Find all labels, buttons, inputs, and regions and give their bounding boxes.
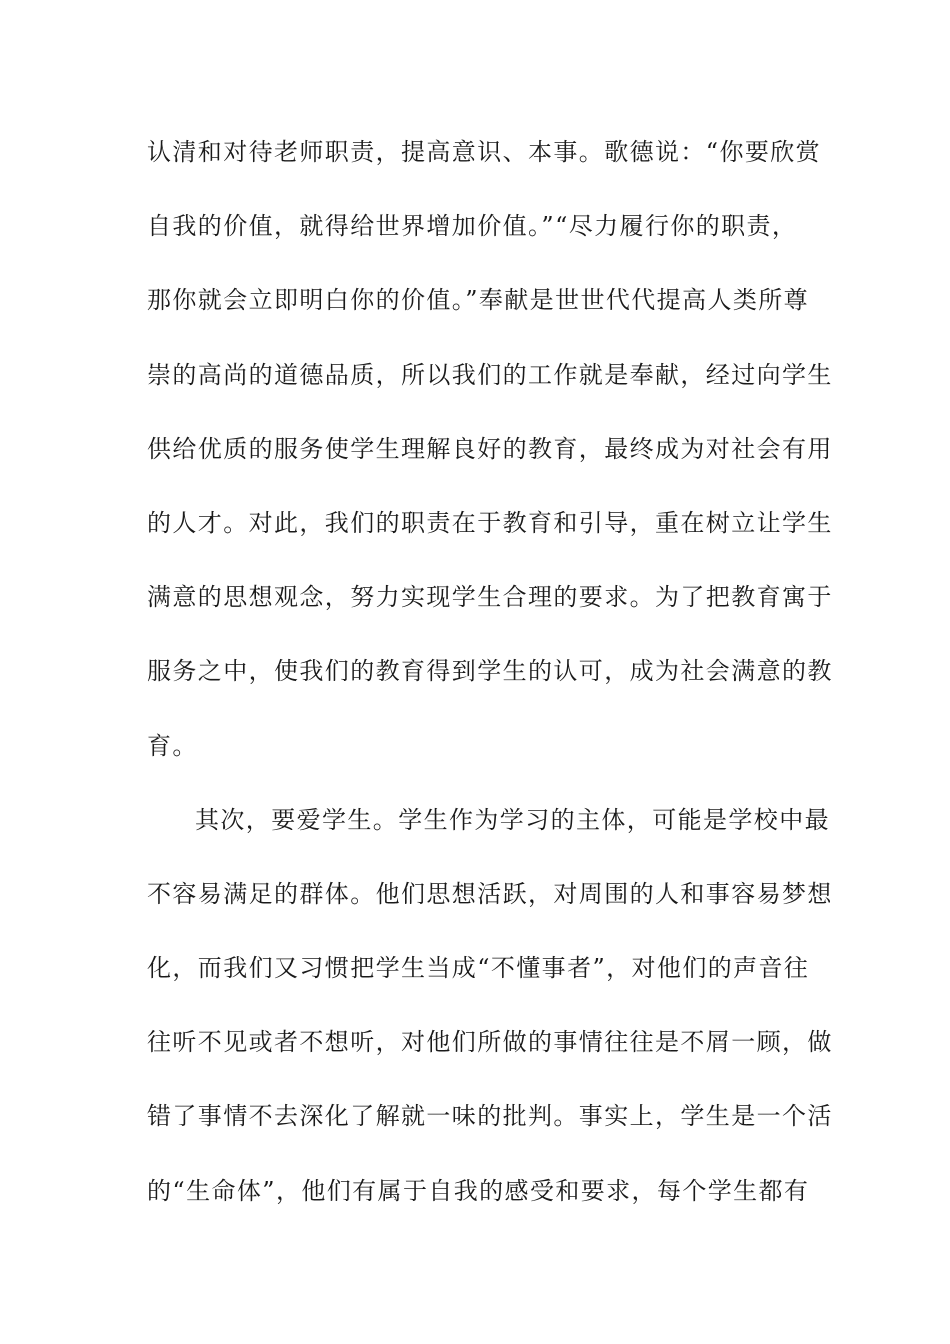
text-line: 的“生命体”，他们有属于自我的感受和要求，每个学生都有 [147, 1176, 810, 1205]
text-line: 错了事情不去深化了解就一味的批判。事实上，学生是一个活 [147, 1102, 833, 1131]
text-line: 不容易满足的群体。他们思想活跃，对周围的人和事容易梦想 [147, 879, 833, 908]
text-line: 往听不见或者不想听，对他们所做的事情往往是不屑一顾，做 [147, 1028, 833, 1057]
text-line: 满意的思想观念，努力实现学生合理的要求。为了把教育寓于 [147, 583, 833, 612]
text-line: 育。 [147, 731, 198, 760]
paragraph-start-line: 其次，要爱学生。学生作为学习的主体，可能是学校中最 [195, 805, 830, 834]
text-line: 认清和对待老师职责，提高意识、本事。歌德说：“你要欣赏 [147, 138, 822, 166]
text-line: 供给优质的服务使学生理解良好的教育，最终成为对社会有用 [147, 434, 833, 463]
body-text [147, 132, 833, 1245]
text-line: 化，而我们又习惯把学生当成“不懂事者”，对他们的声音往 [147, 954, 810, 983]
text-line: 自我的价值，就得给世界增加价值。”“尽力履行你的职责， [147, 212, 798, 241]
text-line: 崇的高尚的道德品质，所以我们的工作就是奉献，经过向学生 [147, 360, 833, 389]
text-line: 的人才。对此，我们的职责在于教育和引导，重在树立让学生 [147, 508, 833, 537]
text-line: 那你就会立即明白你的价值。”奉献是世世代代提高人类所尊 [147, 286, 810, 315]
text-line: 服务之中，使我们的教育得到学生的认可，成为社会满意的教 [147, 657, 833, 686]
